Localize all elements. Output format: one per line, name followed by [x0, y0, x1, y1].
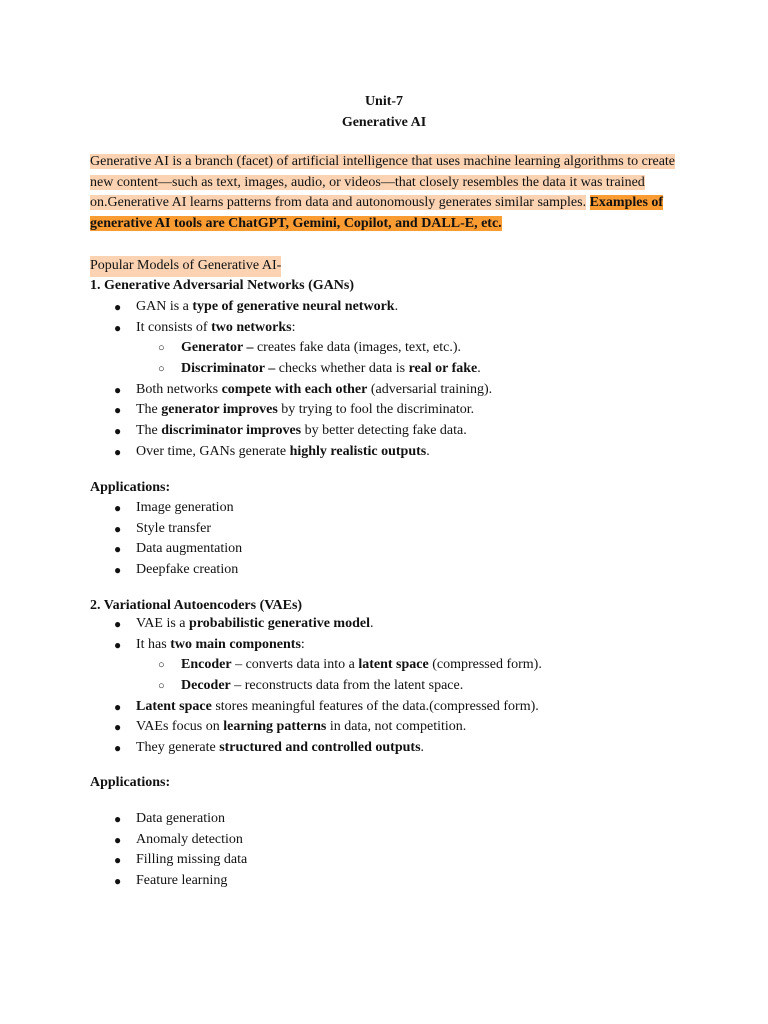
bullet-icon: ● — [114, 521, 122, 536]
list-item: ● Image generation — [0, 498, 768, 519]
gan-heading: 1. Generative Adversarial Networks (GANs) — [90, 278, 355, 293]
list-item: ● Filling missing data — [0, 850, 768, 871]
sub-list-item: ○ Generator – creates fake data (images, text, etc.). — [0, 338, 768, 359]
hollow-bullet-icon: ○ — [158, 363, 165, 376]
bullet-icon: ● — [114, 637, 122, 652]
list-item: ● VAE is a probabilistic generative model. — [0, 614, 768, 635]
bullet-icon: ● — [114, 617, 122, 631]
gan-applications-list — [0, 498, 768, 581]
list-item: ● Data generation — [0, 809, 768, 830]
intro-paragraph — [90, 152, 680, 234]
bullet-icon: ● — [114, 741, 122, 756]
hollow-bullet-icon: ○ — [158, 342, 165, 355]
gan-applications-heading: Applications: — [90, 480, 171, 495]
list-item: ● Anomaly detection — [0, 830, 768, 851]
hollow-bullet-icon: ○ — [158, 680, 165, 693]
bullet-icon: ● — [114, 563, 122, 578]
bullet-icon: ● — [114, 832, 122, 847]
bullet-icon: ● — [114, 300, 122, 314]
bullet-icon: ● — [114, 501, 122, 515]
vae-heading: 2. Variational Autoencoders (VAEs) — [90, 598, 303, 613]
hollow-bullet-icon: ○ — [158, 659, 165, 672]
list-item: ● The generator improves by trying to fool the discriminator. — [0, 400, 768, 421]
intro-text: Generative AI is a branch (facet) of artificial intelligence that uses machine learning algorithms to create new content—such as text, images, audio, or videos—that closely resembles the data it was trained on.Generative AI learns patterns from data and autonomously generates similar samples. — [90, 154, 676, 210]
list-item: ● The discriminator improves by better detecting fake data. — [0, 421, 768, 442]
sub-list-item: ○ Encoder – converts data into a latent space (compressed form). — [0, 655, 768, 676]
unit-title: Unit-7 — [364, 94, 404, 109]
bullet-icon: ● — [114, 699, 122, 714]
bullet-icon: ● — [114, 874, 122, 889]
vae-applications-list — [0, 809, 768, 892]
list-item: ● Latent space stores meaningful features of the data.(compressed form). — [0, 697, 768, 718]
bullet-icon: ● — [114, 424, 122, 439]
bullet-icon: ● — [114, 853, 122, 868]
gan-list — [0, 297, 768, 463]
models-heading: Popular Models of Generative AI- — [90, 256, 281, 277]
sub-list-item: ○ Discriminator – checks whether data is real or fake. — [0, 359, 768, 380]
list-item: ● Data augmentation — [0, 539, 768, 560]
bullet-icon: ● — [114, 444, 122, 459]
bullet-icon: ● — [114, 403, 122, 418]
intro-examples: Examples of generative AI tools are ChatGPT, Gemini, Copilot, and DALL-E, etc. — [90, 195, 664, 231]
list-item: ● They generate structured and controlled outputs. — [0, 738, 768, 759]
bullet-icon: ● — [114, 812, 122, 826]
sub-list-item: ○ Decoder – reconstructs data from the latent space. — [0, 676, 768, 697]
vae-applications-heading: Applications: — [90, 775, 171, 790]
vae-list — [0, 614, 768, 759]
list-item: ● Deepfake creation — [0, 560, 768, 581]
topic-title: Generative AI — [341, 115, 427, 130]
list-item: ● GAN is a type of generative neural network. — [0, 297, 768, 318]
list-item: ● Feature learning — [0, 871, 768, 892]
bullet-icon: ● — [114, 320, 122, 335]
list-item: ● Over time, GANs generate highly realistic outputs. — [0, 442, 768, 463]
bullet-icon: ● — [114, 382, 122, 397]
list-item: ● VAEs focus on learning patterns in data, not competition. — [0, 717, 768, 738]
list-item: ● Both networks compete with each other (adversarial training). — [0, 380, 768, 401]
list-item: ● It consists of two networks: — [0, 318, 768, 339]
bullet-icon: ● — [114, 720, 122, 735]
list-item: ● Style transfer — [0, 519, 768, 540]
bullet-icon: ● — [114, 542, 122, 557]
list-item: ● It has two main components: — [0, 635, 768, 656]
